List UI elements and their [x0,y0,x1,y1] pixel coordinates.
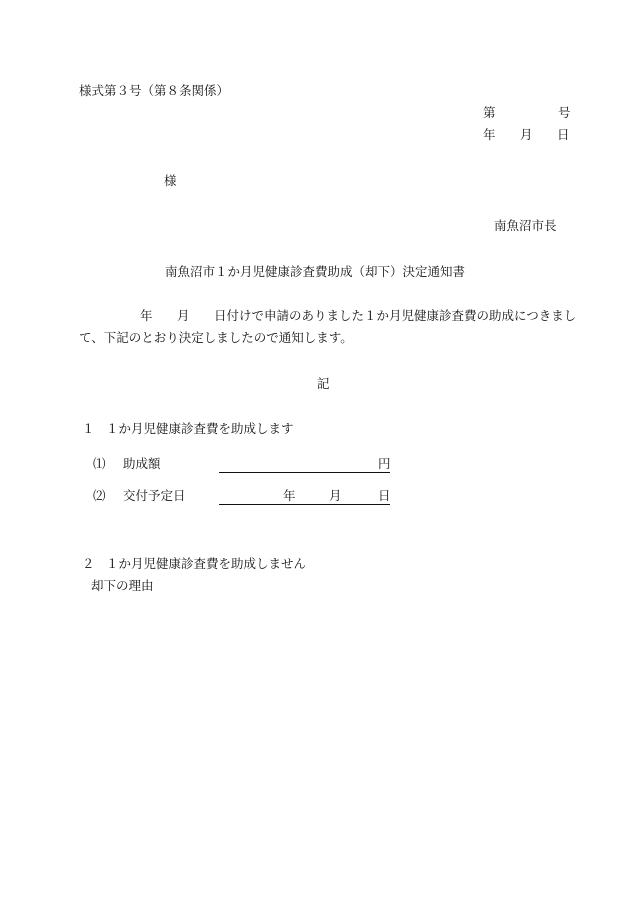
form-number: 様式第３号（第８条関係） [79,83,230,98]
section-2-heading: １か月児健康診査費を助成しません [106,556,307,571]
item-1-label: 助成額 [123,456,161,471]
sender-name: 南魚沼市長 [494,218,557,233]
document-title: 南魚沼市１か月児健康診査費助成（却下）決定通知書 [164,264,465,279]
issue-date-year: 年 [483,127,496,142]
document-number-suffix: 号 [558,105,571,120]
body-month: 月 [177,308,190,323]
item-2-year: 年 [283,488,296,503]
section-1-heading: １か月児健康診査費を助成します [106,421,294,436]
section-1-number: １ [82,421,95,436]
section-2-number: ２ [82,556,95,571]
body-line-2: て、下記のとおり決定しましたので通知します。 [79,330,353,345]
item-2-day: 日 [378,488,391,503]
amount-blank-line [219,472,390,473]
recipient-honorific: 様 [164,173,177,188]
item-1-number: ⑴ [93,456,106,471]
body-year: 年 [140,308,153,323]
item-2-month: 月 [329,488,342,503]
item-2-number: ⑵ [93,488,106,503]
document-number-prefix: 第 [483,105,496,120]
rejection-reason-label: 却下の理由 [91,578,154,593]
item-2-label: 交付予定日 [123,488,186,503]
item-1-unit: 円 [378,456,391,471]
date-blank-line [219,504,390,505]
issue-date-day: 日 [557,127,570,142]
issue-date-month: 月 [520,127,533,142]
body-line-1: 日付けで申請のありました１か月児健康診査費の助成につきまし [214,308,577,323]
ki-heading: 記 [317,376,330,391]
